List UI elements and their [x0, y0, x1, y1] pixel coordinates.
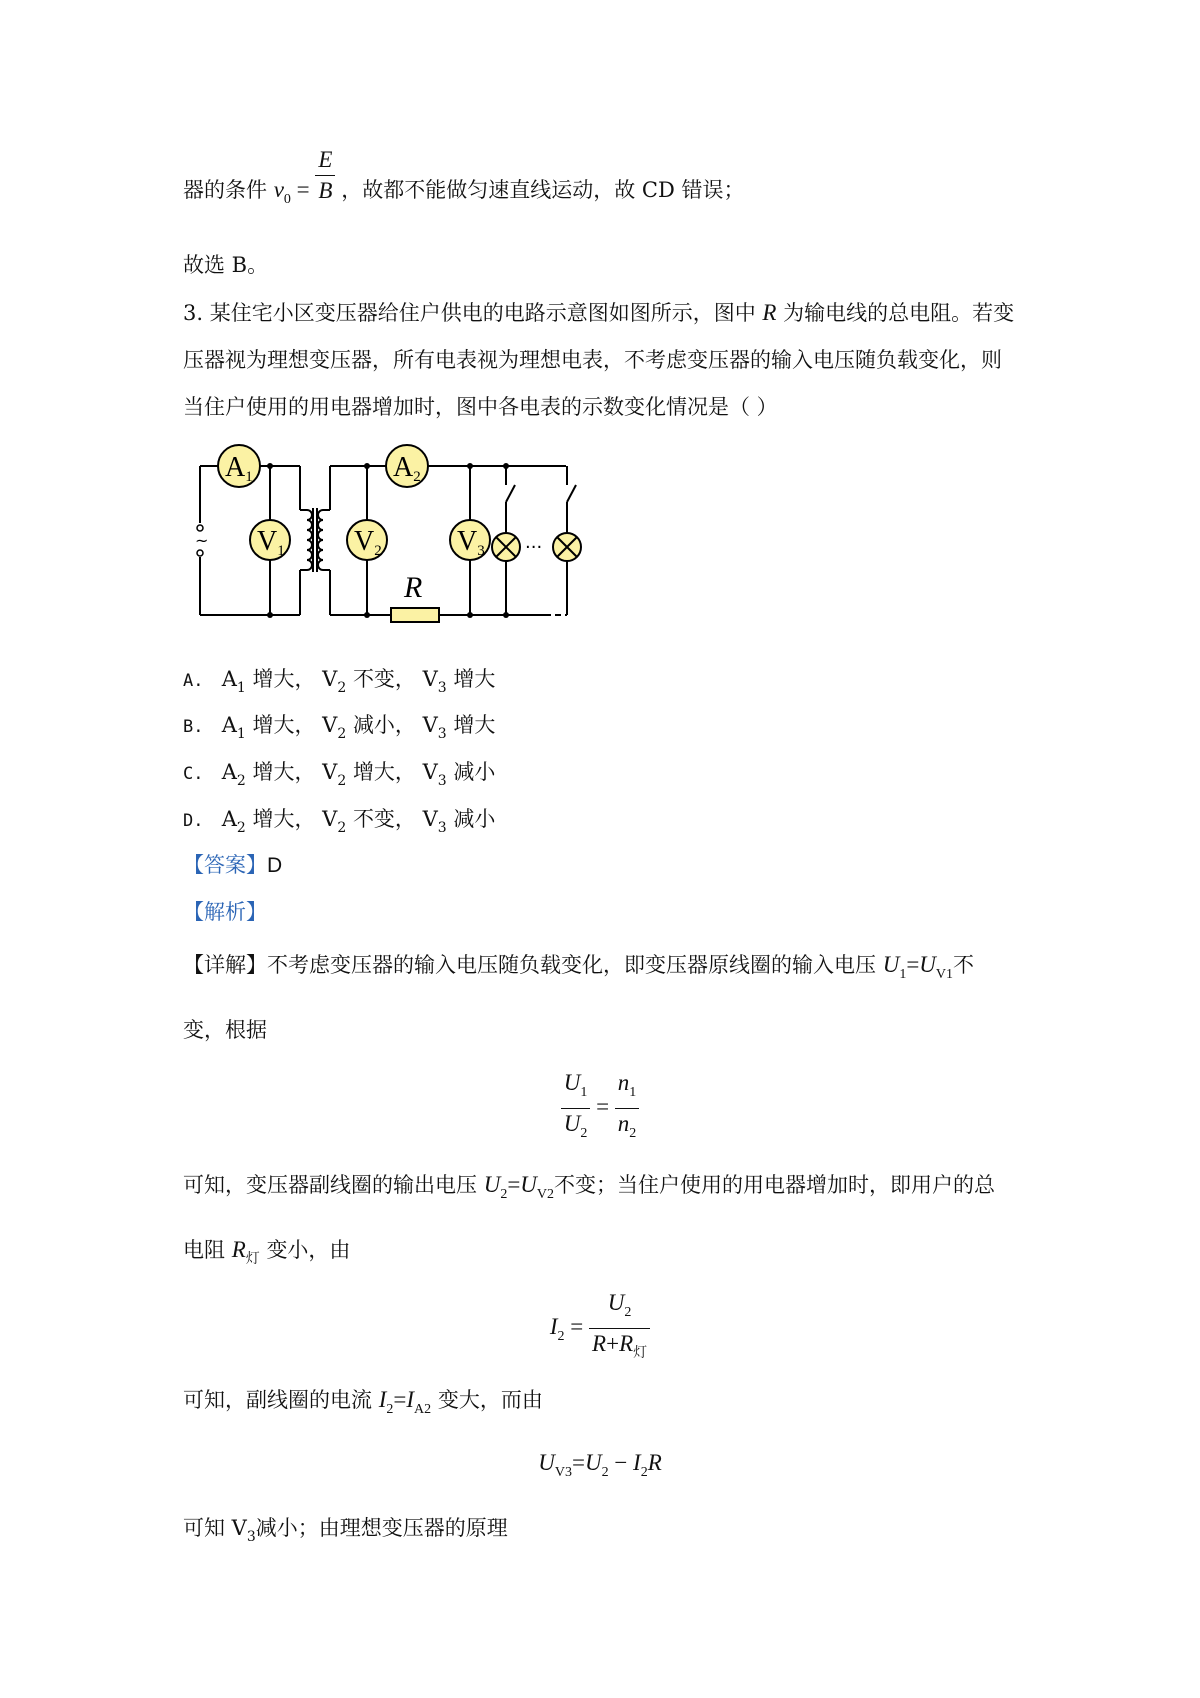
answer-label: 【答案】	[183, 853, 267, 877]
text-run: 不考虑变压器的输入电压随负载变化，即变压器原线圈的输入电压	[267, 953, 876, 977]
ammeter-a2	[386, 445, 428, 487]
text-run: 不变；当住户使用的用电器增加时，即用户的总	[554, 1173, 996, 1197]
meter: V	[322, 807, 338, 831]
option-label: B.	[183, 717, 204, 737]
option-d[interactable]: D. $A_2$ 增大， $V_2$ 不变， $V_3$ 减小	[183, 807, 496, 836]
meter: A	[221, 807, 237, 831]
para2-line-1	[183, 1170, 995, 1210]
svg-text:V3: V3	[457, 526, 485, 559]
svg-text:V1: V1	[257, 526, 285, 559]
lamp-icon	[492, 533, 520, 561]
meter: V	[422, 713, 438, 737]
option-label: C.	[183, 764, 204, 784]
meter: V	[322, 713, 338, 737]
svg-text:A1: A1	[225, 452, 253, 485]
text-run: 可知，变压器副线圈的输出电压	[183, 1173, 477, 1197]
text-run: 某住宅小区变压器给住户供电的电路示意图如图所示，图中	[209, 301, 756, 325]
voltmeter-v3	[450, 520, 490, 560]
circuit-diagram	[195, 440, 635, 640]
para3-line	[183, 1385, 543, 1425]
math-r: R	[762, 300, 777, 325]
detail-line-1	[183, 950, 974, 990]
voltmeter-v2	[347, 520, 387, 560]
ac-source-icon	[195, 525, 208, 556]
detail-label: 【详解】	[183, 953, 267, 977]
option-b[interactable]: B. $A_1$ 增大， $V_2$ 减小， $V_3$ 增大	[183, 713, 496, 742]
fraction-e-over-b: $\frac{E}{B}$	[315, 145, 335, 206]
question-line-3: 当住户使用的用电器增加时，图中各电表的示数变化情况是（ ）	[183, 395, 778, 419]
meter: A	[221, 760, 237, 784]
text-run: 3	[246, 1529, 256, 1545]
text-run: 减小；由理想变压器的原理	[255, 1516, 508, 1540]
meter: V	[422, 807, 438, 831]
meter: A	[221, 713, 237, 737]
option-a[interactable]: A. $A_1$ 增大， $V_2$ 不变， $V_3$ 增大	[183, 667, 496, 696]
question-line-2: 压器视为理想变压器，所有电表视为理想电表，不考虑变压器的输入电压随负载变化，则	[183, 348, 1002, 372]
para2-line-2	[183, 1235, 350, 1275]
question-number: 3.	[183, 301, 204, 325]
text-run: 可知 V	[183, 1516, 247, 1540]
analysis-label: 【解析】	[183, 900, 267, 924]
math-r-deng: $R_灯$	[231, 1237, 260, 1267]
svg-text:A2: A2	[393, 452, 421, 485]
lamp-icon	[553, 533, 581, 561]
meter: V	[322, 760, 338, 784]
text-run: 为输电线的总电阻。若变	[783, 301, 1015, 325]
text-run: 可知，副线圈的电流	[183, 1388, 372, 1412]
svg-text:~: ~	[195, 531, 209, 550]
text-run: ，故都不能做匀速直线运动，故 CD 错误；	[341, 178, 745, 202]
voltmeter-v1	[250, 520, 290, 560]
meter: V	[422, 760, 438, 784]
math-u2-uv2: $U_2=U_{V2}$	[483, 1172, 555, 1202]
math-i2-ia2: $I_2=I_{A2}$	[378, 1387, 432, 1417]
resistor-r	[391, 571, 439, 622]
text-run: 变小，由	[266, 1238, 351, 1262]
svg-text:V2: V2	[354, 526, 382, 559]
fragment-line-2: 故选 B。	[183, 253, 269, 277]
meter: V	[322, 667, 338, 691]
meter: V	[422, 667, 438, 691]
ammeter-a1	[218, 445, 260, 487]
text-run: 不	[953, 953, 975, 977]
option-label: A.	[183, 671, 204, 691]
detail-line-2: 变，根据	[183, 1018, 267, 1042]
equation-ratio: $\frac{U_1}{U_2}$ = $\frac{n_1}{n_2}$	[0, 1068, 1200, 1149]
answer-line	[183, 850, 282, 881]
question-line-1	[183, 298, 1014, 328]
option-c[interactable]: C. $A_2$ 增大， $V_2$ 增大， $V_3$ 减小	[183, 760, 496, 789]
text-run: 变大，而由	[437, 1388, 543, 1412]
lamp-ellipsis: ···	[525, 537, 543, 558]
math-v0: $v_0$ = $\frac{E}{B}$	[274, 177, 342, 202]
text-run: 器的条件	[183, 178, 267, 202]
fragment-line-1	[183, 147, 745, 215]
svg-text:R: R	[404, 571, 423, 604]
answer-value: D	[267, 854, 283, 877]
analysis-line	[183, 897, 267, 927]
equation-current: $I_2$ = $\frac{U_2}{R+R_灯}$	[0, 1288, 1200, 1369]
para4-line	[183, 1513, 508, 1552]
equation-uv3: $U_{V3}=U_2 - I_2R$	[538, 1450, 662, 1480]
math-u1-uv1: $U_1=U_{V1}$	[882, 952, 954, 982]
text-run: 电阻	[183, 1238, 225, 1262]
meter: A	[221, 667, 237, 691]
option-label: D.	[183, 811, 204, 831]
